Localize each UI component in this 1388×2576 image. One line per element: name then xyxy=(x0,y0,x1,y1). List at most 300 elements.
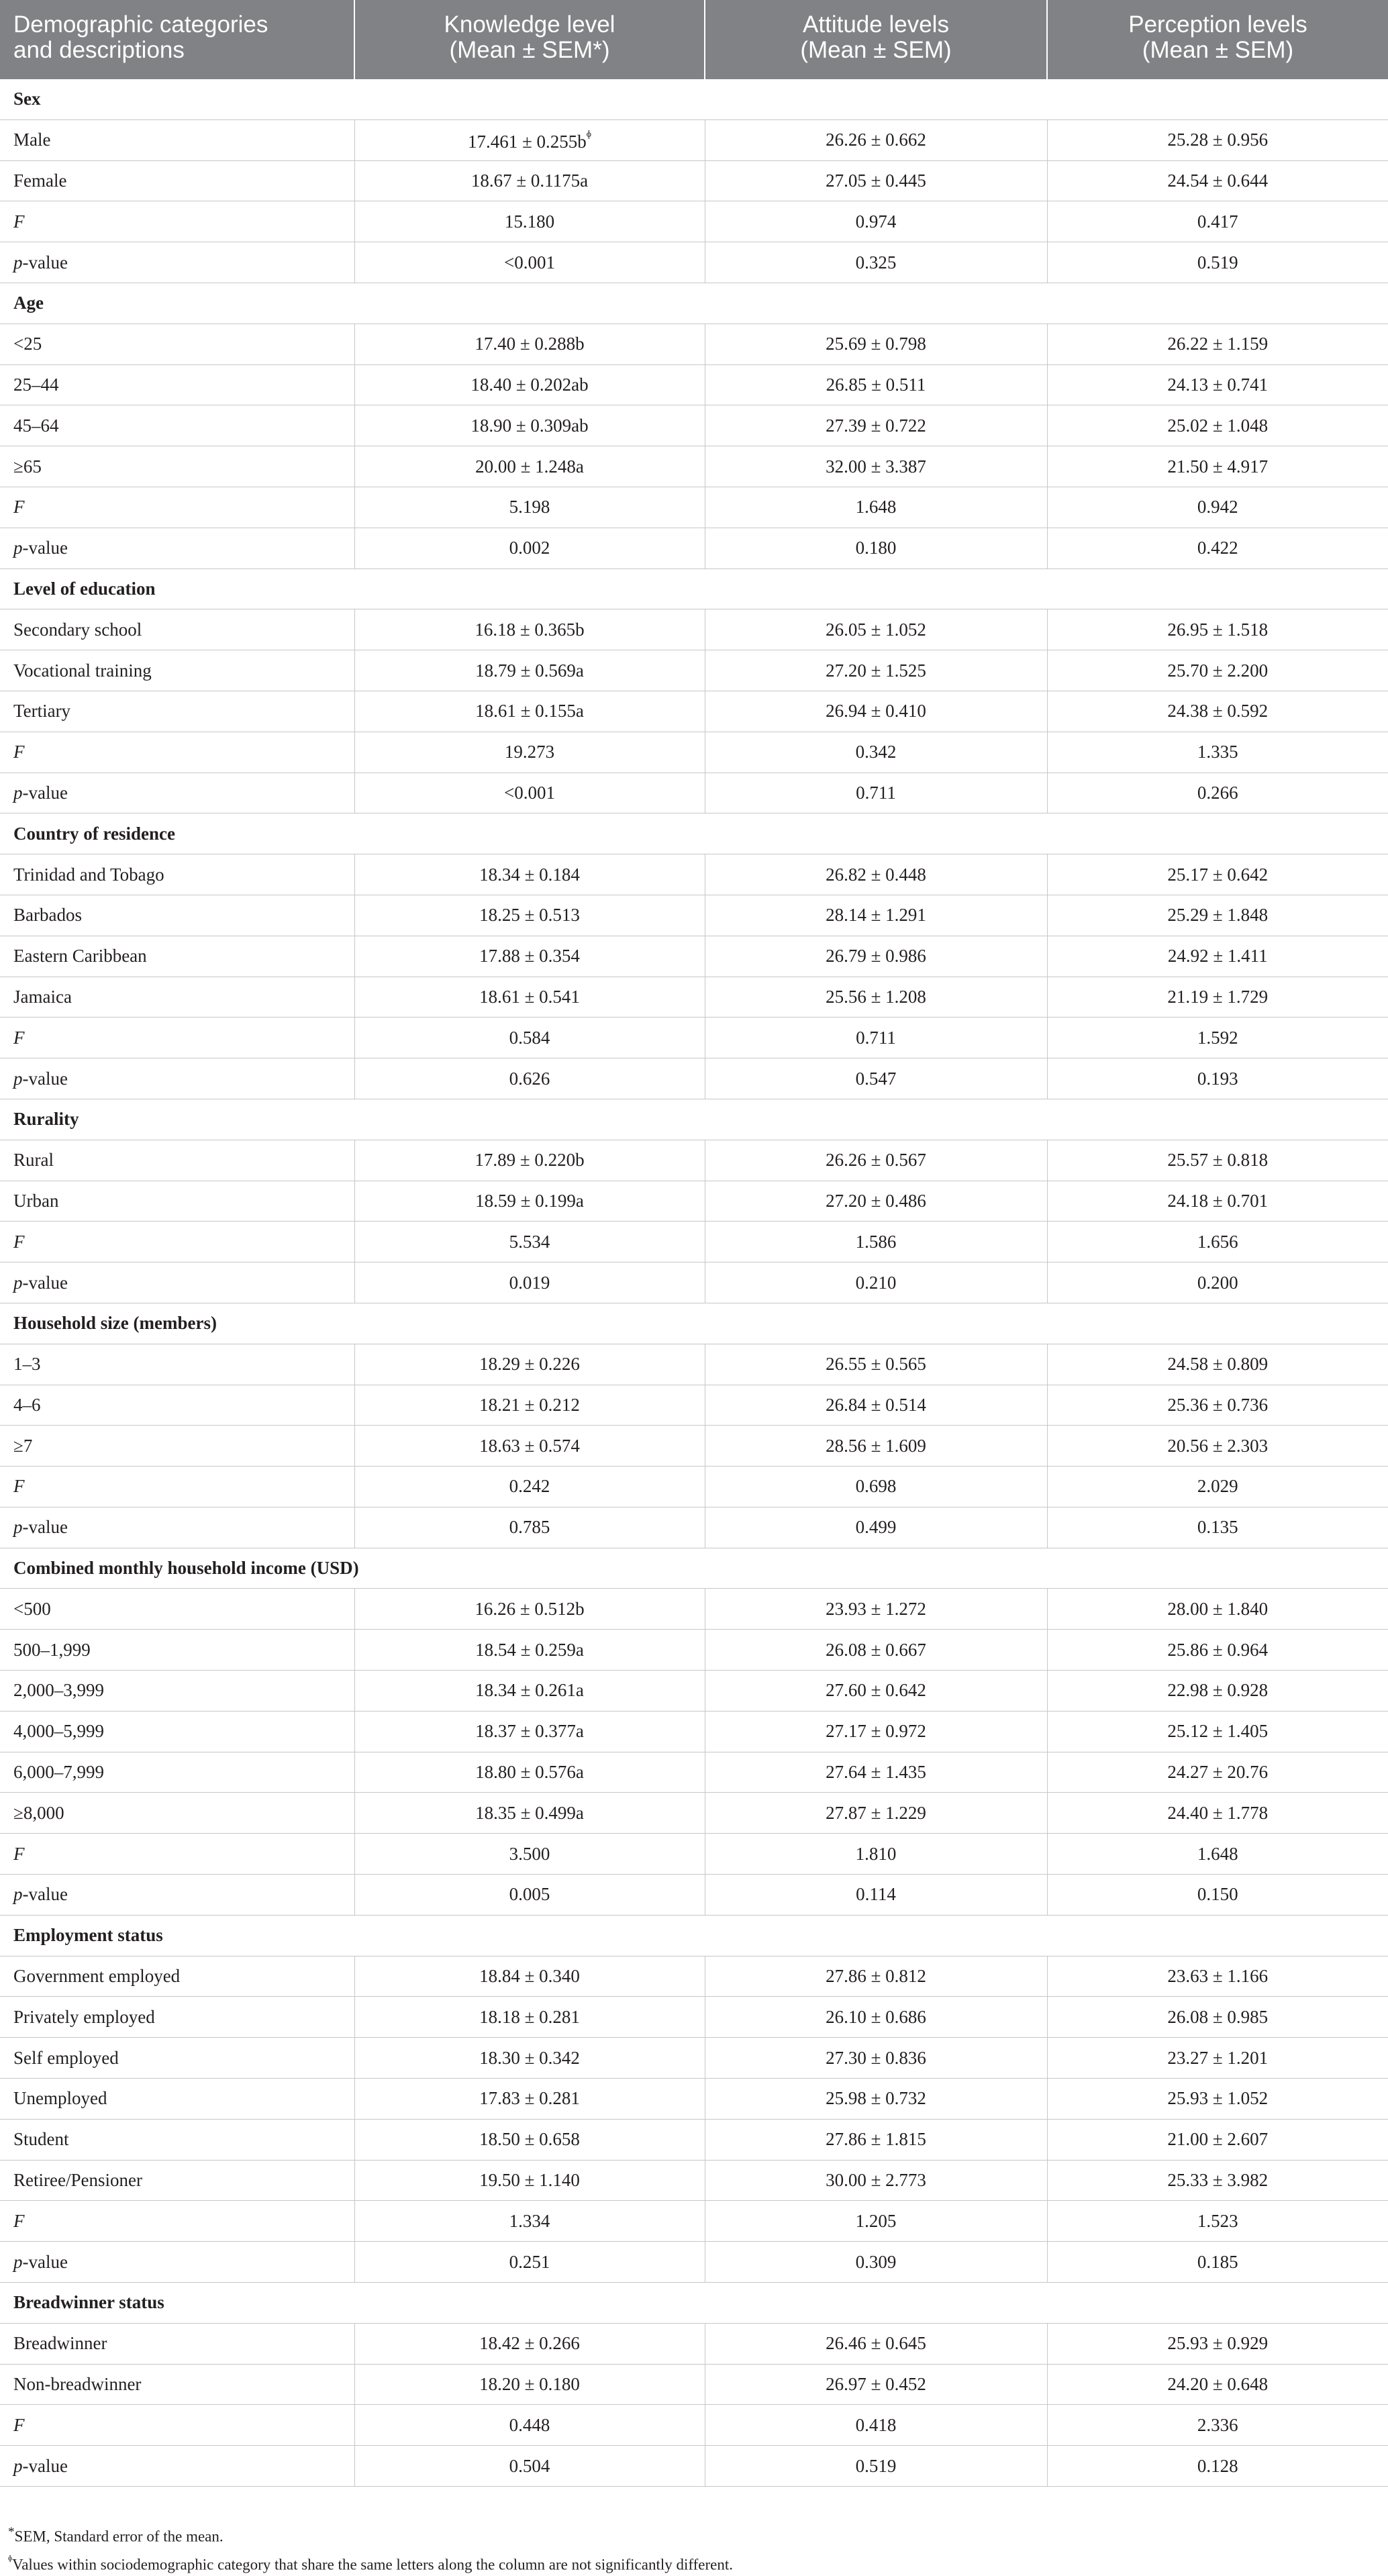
perception-value: 21.50 ± 4.917 xyxy=(1047,446,1388,487)
table-row xyxy=(0,2038,1388,2079)
perception-value: 0.942 xyxy=(1047,487,1388,528)
knowledge-value-cell xyxy=(354,977,705,1018)
attitude-value: 27.17 ± 0.972 xyxy=(705,1711,1047,1752)
attitude-value: 27.20 ± 1.525 xyxy=(705,650,1047,691)
attitude-value: 1.810 xyxy=(705,1834,1047,1875)
header-attitude-levels xyxy=(705,0,1047,79)
row-label: Breadwinner xyxy=(0,2323,354,2364)
table-row xyxy=(0,773,1388,813)
row-label: Privately employed xyxy=(0,1997,354,2038)
perception-value: 24.13 ± 0.741 xyxy=(1047,364,1388,405)
table-row xyxy=(0,895,1388,936)
row-label xyxy=(0,2242,354,2283)
category-header-row xyxy=(0,1548,1388,1589)
row-label: Urban xyxy=(0,1181,354,1222)
perception-value: 22.98 ± 0.928 xyxy=(1047,1671,1388,1712)
perception-value: 24.38 ± 0.592 xyxy=(1047,691,1388,732)
row-label: Retiree/Pensioner xyxy=(0,2160,354,2201)
category-header-row xyxy=(0,283,1388,324)
knowledge-footnote-mark: ᶲ xyxy=(586,128,592,145)
table-row xyxy=(0,1671,1388,1712)
knowledge-value-cell xyxy=(354,1834,705,1875)
knowledge-value: 5.198 xyxy=(509,497,550,517)
knowledge-value-cell xyxy=(354,1956,705,1997)
attitude-value: 0.711 xyxy=(705,1018,1047,1058)
attitude-value: 27.86 ± 1.815 xyxy=(705,2119,1047,2160)
knowledge-value: 0.019 xyxy=(509,1272,550,1293)
row-label: Unemployed xyxy=(0,2079,354,2120)
attitude-value: 0.325 xyxy=(705,242,1047,283)
row-label: Vocational training xyxy=(0,650,354,691)
knowledge-value-cell xyxy=(354,732,705,773)
row-label: Government employed xyxy=(0,1956,354,1997)
table-row xyxy=(0,2201,1388,2242)
knowledge-value: 18.54 ± 0.259a xyxy=(475,1639,584,1660)
table-row xyxy=(0,2405,1388,2446)
table-row xyxy=(0,1875,1388,1916)
knowledge-value-cell xyxy=(354,2364,705,2405)
knowledge-value: 0.242 xyxy=(509,1476,550,1497)
footnote-letters xyxy=(8,2548,733,2576)
row-label: Female xyxy=(0,160,354,201)
row-label-rest: -value xyxy=(22,1068,68,1089)
knowledge-value-cell xyxy=(354,1507,705,1548)
knowledge-value-cell xyxy=(354,1344,705,1385)
perception-value: 25.86 ± 0.964 xyxy=(1047,1630,1388,1671)
perception-value: 1.656 xyxy=(1047,1222,1388,1262)
attitude-value: 0.711 xyxy=(705,773,1047,813)
perception-value: 1.648 xyxy=(1047,1834,1388,1875)
row-label: F xyxy=(0,1222,354,1262)
perception-value: 24.27 ± 20.76 xyxy=(1047,1752,1388,1793)
row-label-rest: -value xyxy=(22,2455,68,2476)
attitude-value: 26.46 ± 0.645 xyxy=(705,2323,1047,2364)
knowledge-value: 15.180 xyxy=(504,211,555,232)
knowledge-value: 18.59 ± 0.199a xyxy=(475,1190,584,1211)
category-title: Age xyxy=(0,283,1388,324)
knowledge-value-cell xyxy=(354,773,705,813)
row-label-italic: p xyxy=(13,1272,23,1293)
category-header-row xyxy=(0,1915,1388,1956)
row-label: <25 xyxy=(0,324,354,364)
knowledge-value-cell xyxy=(354,650,705,691)
perception-value: 2.029 xyxy=(1047,1467,1388,1507)
table-row xyxy=(0,1630,1388,1671)
attitude-value: 1.648 xyxy=(705,487,1047,528)
attitude-value: 27.20 ± 0.486 xyxy=(705,1181,1047,1222)
attitude-value: 0.309 xyxy=(705,2242,1047,2283)
table-row xyxy=(0,1140,1388,1181)
row-label xyxy=(0,1507,354,1548)
knowledge-value-cell xyxy=(354,528,705,568)
row-label-italic: p xyxy=(13,2251,23,2272)
knowledge-value-cell xyxy=(354,2038,705,2079)
attitude-value: 27.64 ± 1.435 xyxy=(705,1752,1047,1793)
row-label: F xyxy=(0,732,354,773)
category-title: Level of education xyxy=(0,568,1388,609)
table-row xyxy=(0,160,1388,201)
row-label-rest: -value xyxy=(22,2251,68,2272)
header-col4-line1: Perception levels xyxy=(1128,11,1307,38)
perception-value: 25.33 ± 3.982 xyxy=(1047,2160,1388,2201)
knowledge-value-cell xyxy=(354,1875,705,1916)
category-header-row xyxy=(0,1303,1388,1344)
perception-value: 2.336 xyxy=(1047,2405,1388,2446)
knowledge-value: 0.002 xyxy=(509,538,550,558)
row-label: Male xyxy=(0,119,354,160)
row-label-italic: p xyxy=(13,538,23,558)
knowledge-value: 18.50 ± 0.658 xyxy=(479,2129,580,2150)
row-label: Non-breadwinner xyxy=(0,2364,354,2405)
attitude-value: 27.87 ± 1.229 xyxy=(705,1793,1047,1834)
category-title: Household size (members) xyxy=(0,1303,1388,1344)
knowledge-value: 3.500 xyxy=(509,1843,550,1864)
attitude-value: 26.26 ± 0.662 xyxy=(705,119,1047,160)
attitude-value: 0.519 xyxy=(705,2446,1047,2487)
knowledge-value-cell xyxy=(354,2323,705,2364)
knowledge-value-cell xyxy=(354,1997,705,2038)
perception-value: 0.422 xyxy=(1047,528,1388,568)
knowledge-value: <0.001 xyxy=(504,782,555,803)
row-label: ≥7 xyxy=(0,1426,354,1467)
perception-value: 25.28 ± 0.956 xyxy=(1047,119,1388,160)
row-label: Rural xyxy=(0,1140,354,1181)
knowledge-value: 18.42 ± 0.266 xyxy=(479,2333,580,2354)
perception-value: 28.00 ± 1.840 xyxy=(1047,1589,1388,1630)
knowledge-value-cell xyxy=(354,609,705,650)
knowledge-value: 1.334 xyxy=(509,2210,550,2231)
knowledge-value-cell xyxy=(354,2242,705,2283)
attitude-value: 32.00 ± 3.387 xyxy=(705,446,1047,487)
knowledge-value-cell xyxy=(354,1222,705,1262)
knowledge-value-cell xyxy=(354,242,705,283)
knowledge-value: <0.001 xyxy=(504,252,555,273)
perception-value: 26.22 ± 1.159 xyxy=(1047,324,1388,364)
perception-value: 0.185 xyxy=(1047,2242,1388,2283)
knowledge-value: 18.61 ± 0.541 xyxy=(479,986,580,1007)
table-row xyxy=(0,1426,1388,1467)
perception-value: 25.70 ± 2.200 xyxy=(1047,650,1388,691)
table-row xyxy=(0,364,1388,405)
category-title: Rurality xyxy=(0,1099,1388,1140)
knowledge-value-cell xyxy=(354,895,705,936)
knowledge-value-cell xyxy=(354,2079,705,2120)
knowledge-value-cell xyxy=(354,2119,705,2160)
table-row xyxy=(0,119,1388,160)
knowledge-value: 18.80 ± 0.576a xyxy=(475,1762,584,1783)
table-row xyxy=(0,936,1388,977)
attitude-value: 0.418 xyxy=(705,2405,1047,2446)
header-demographic-categories xyxy=(0,0,354,79)
knowledge-value: 18.90 ± 0.309ab xyxy=(470,415,589,436)
category-title: Combined monthly household income (USD) xyxy=(0,1548,1388,1589)
knowledge-value: 18.34 ± 0.261a xyxy=(475,1680,584,1701)
attitude-value: 0.180 xyxy=(705,528,1047,568)
perception-value: 0.417 xyxy=(1047,201,1388,242)
knowledge-value: 18.29 ± 0.226 xyxy=(479,1354,580,1375)
row-label: Jamaica xyxy=(0,977,354,1018)
perception-value: 0.193 xyxy=(1047,1058,1388,1099)
attitude-value: 28.56 ± 1.609 xyxy=(705,1426,1047,1467)
header-col3-line1: Attitude levels xyxy=(803,11,949,38)
row-label: F xyxy=(0,1018,354,1058)
knowledge-value-cell xyxy=(354,1467,705,1507)
row-label: F xyxy=(0,1467,354,1507)
table-row xyxy=(0,446,1388,487)
category-title: Sex xyxy=(0,79,1388,119)
row-label xyxy=(0,242,354,283)
row-label: Student xyxy=(0,2119,354,2160)
table-row xyxy=(0,1385,1388,1426)
perception-value: 26.95 ± 1.518 xyxy=(1047,609,1388,650)
perception-value: 24.20 ± 0.648 xyxy=(1047,2364,1388,2405)
row-label-italic: p xyxy=(13,252,23,273)
knowledge-value-cell xyxy=(354,1793,705,1834)
table-row xyxy=(0,2079,1388,2120)
knowledge-value: 18.84 ± 0.340 xyxy=(479,1966,580,1987)
table-row xyxy=(0,977,1388,1018)
knowledge-value-cell xyxy=(354,119,705,160)
table-row xyxy=(0,691,1388,732)
knowledge-value: 18.21 ± 0.212 xyxy=(479,1394,580,1415)
row-label xyxy=(0,528,354,568)
footnote-sem xyxy=(8,2520,733,2548)
knowledge-value-cell xyxy=(354,1140,705,1181)
row-label-italic: p xyxy=(13,1517,23,1538)
table-body xyxy=(0,79,1388,2487)
row-label: F xyxy=(0,1834,354,1875)
attitude-value: 1.205 xyxy=(705,2201,1047,2242)
knowledge-value-cell xyxy=(354,201,705,242)
table-row xyxy=(0,1834,1388,1875)
attitude-value: 26.85 ± 0.511 xyxy=(705,364,1047,405)
attitude-value: 0.698 xyxy=(705,1467,1047,1507)
knowledge-value: 18.30 ± 0.342 xyxy=(479,2047,580,2068)
knowledge-value-cell xyxy=(354,405,705,446)
knowledge-value: 18.67 ± 0.1175a xyxy=(470,170,589,191)
knowledge-value: 5.534 xyxy=(509,1231,550,1252)
knowledge-value: 18.20 ± 0.180 xyxy=(479,2374,580,2395)
knowledge-value-cell xyxy=(354,2446,705,2487)
header-perception-levels xyxy=(1047,0,1388,79)
table-row xyxy=(0,1589,1388,1630)
row-label: ≥65 xyxy=(0,446,354,487)
row-label xyxy=(0,1875,354,1916)
footnote-sem-text: SEM, Standard error of the mean. xyxy=(14,2528,224,2545)
category-header-row xyxy=(0,568,1388,609)
knowledge-value: 18.61 ± 0.155a xyxy=(475,701,584,722)
footnote-letters-mark: ᶲ xyxy=(8,2553,13,2567)
knowledge-value: 19.50 ± 1.140 xyxy=(479,2170,580,2191)
knowledge-value: 19.273 xyxy=(504,742,555,762)
row-label: 4–6 xyxy=(0,1385,354,1426)
table-row xyxy=(0,487,1388,528)
knowledge-value: 18.40 ± 0.202ab xyxy=(470,374,589,395)
knowledge-value: 0.504 xyxy=(509,2455,550,2476)
row-label: Barbados xyxy=(0,895,354,936)
knowledge-value: 18.37 ± 0.377a xyxy=(475,1721,584,1742)
knowledge-value: 17.461 ± 0.255b xyxy=(467,132,587,152)
table-row xyxy=(0,2242,1388,2283)
table-row xyxy=(0,242,1388,283)
row-label: 1–3 xyxy=(0,1344,354,1385)
perception-value: 0.519 xyxy=(1047,242,1388,283)
attitude-value: 26.84 ± 0.514 xyxy=(705,1385,1047,1426)
footnote-letters-text: Values within sociodemographic category that share the same letters along the column are not significantly different. xyxy=(12,2556,734,2573)
row-label-italic: p xyxy=(13,782,23,803)
table-row xyxy=(0,1711,1388,1752)
header-col3-line2: (Mean ± SEM) xyxy=(800,37,952,63)
knowledge-value-cell xyxy=(354,160,705,201)
perception-value: 25.93 ± 0.929 xyxy=(1047,2323,1388,2364)
attitude-value: 26.55 ± 0.565 xyxy=(705,1344,1047,1385)
table-row xyxy=(0,2364,1388,2405)
attitude-value: 0.342 xyxy=(705,732,1047,773)
table-row xyxy=(0,1181,1388,1222)
perception-value: 1.335 xyxy=(1047,732,1388,773)
knowledge-value-cell xyxy=(354,1181,705,1222)
attitude-value: 26.08 ± 0.667 xyxy=(705,1630,1047,1671)
table-row xyxy=(0,2160,1388,2201)
row-label xyxy=(0,1262,354,1303)
knowledge-value: 18.63 ± 0.574 xyxy=(479,1435,580,1456)
row-label-rest: -value xyxy=(22,538,68,558)
row-label: 6,000–7,999 xyxy=(0,1752,354,1793)
row-label: 25–44 xyxy=(0,364,354,405)
knowledge-value-cell xyxy=(354,1752,705,1793)
perception-value: 24.18 ± 0.701 xyxy=(1047,1181,1388,1222)
perception-value: 20.56 ± 2.303 xyxy=(1047,1426,1388,1467)
knowledge-value: 18.34 ± 0.184 xyxy=(479,864,580,885)
attitude-value: 0.210 xyxy=(705,1262,1047,1303)
table-row xyxy=(0,2323,1388,2364)
perception-value: 0.200 xyxy=(1047,1262,1388,1303)
attitude-value: 26.82 ± 0.448 xyxy=(705,854,1047,895)
row-label-rest: -value xyxy=(22,252,68,273)
row-label: F xyxy=(0,487,354,528)
table-row xyxy=(0,324,1388,364)
knowledge-value: 17.83 ± 0.281 xyxy=(479,2088,580,2109)
row-label-rest: -value xyxy=(22,1884,68,1905)
header-knowledge-level xyxy=(354,0,705,79)
row-label: Trinidad and Tobago xyxy=(0,854,354,895)
attitude-value: 27.30 ± 0.836 xyxy=(705,2038,1047,2079)
knowledge-value: 0.584 xyxy=(509,1027,550,1048)
table-row xyxy=(0,528,1388,568)
knowledge-value-cell xyxy=(354,2160,705,2201)
perception-value: 23.27 ± 1.201 xyxy=(1047,2038,1388,2079)
knowledge-value: 18.79 ± 0.569a xyxy=(475,660,584,681)
row-label: 45–64 xyxy=(0,405,354,446)
row-label-italic: p xyxy=(13,2455,23,2476)
table-row xyxy=(0,405,1388,446)
knowledge-value: 17.40 ± 0.288b xyxy=(475,334,585,354)
knowledge-value-cell xyxy=(354,854,705,895)
row-label xyxy=(0,773,354,813)
table-row xyxy=(0,1997,1388,2038)
table-row xyxy=(0,1793,1388,1834)
attitude-value: 27.05 ± 0.445 xyxy=(705,160,1047,201)
knowledge-value-cell xyxy=(354,936,705,977)
category-title: Breadwinner status xyxy=(0,2283,1388,2324)
attitude-value: 25.56 ± 1.208 xyxy=(705,977,1047,1018)
knowledge-value-cell xyxy=(354,2405,705,2446)
table-row xyxy=(0,1262,1388,1303)
knowledge-value-cell xyxy=(354,446,705,487)
perception-value: 1.523 xyxy=(1047,2201,1388,2242)
knowledge-value: 0.448 xyxy=(509,2414,550,2435)
knowledge-value-cell xyxy=(354,691,705,732)
row-label: 500–1,999 xyxy=(0,1630,354,1671)
attitude-value: 28.14 ± 1.291 xyxy=(705,895,1047,936)
perception-value: 24.92 ± 1.411 xyxy=(1047,936,1388,977)
attitude-value: 26.97 ± 0.452 xyxy=(705,2364,1047,2405)
attitude-value: 27.86 ± 0.812 xyxy=(705,1956,1047,1997)
knowledge-value-cell xyxy=(354,364,705,405)
knowledge-value: 0.251 xyxy=(509,2251,550,2272)
knowledge-value-cell xyxy=(354,1385,705,1426)
attitude-value: 0.499 xyxy=(705,1507,1047,1548)
header-col1-line2: and descriptions xyxy=(13,37,185,63)
row-label-rest: -value xyxy=(22,1272,68,1293)
header-col2-line2: (Mean ± SEM*) xyxy=(449,37,610,63)
knowledge-value: 16.26 ± 0.512b xyxy=(475,1598,585,1619)
attitude-value: 25.98 ± 0.732 xyxy=(705,2079,1047,2120)
knowledge-value: 17.89 ± 0.220b xyxy=(475,1150,585,1171)
table-row xyxy=(0,1018,1388,1058)
table-row xyxy=(0,1222,1388,1262)
knowledge-value-cell xyxy=(354,324,705,364)
perception-value: 0.135 xyxy=(1047,1507,1388,1548)
attitude-value: 27.39 ± 0.722 xyxy=(705,405,1047,446)
perception-value: 21.19 ± 1.729 xyxy=(1047,977,1388,1018)
footnote-sem-mark: * xyxy=(8,2525,15,2539)
attitude-value: 1.586 xyxy=(705,1222,1047,1262)
table-row xyxy=(0,650,1388,691)
table-row xyxy=(0,732,1388,773)
knowledge-value-cell xyxy=(354,1589,705,1630)
table-row xyxy=(0,1956,1388,1997)
knowledge-value: 17.88 ± 0.354 xyxy=(479,946,580,967)
knowledge-value-cell xyxy=(354,1630,705,1671)
table-row xyxy=(0,201,1388,242)
perception-value: 25.12 ± 1.405 xyxy=(1047,1711,1388,1752)
perception-value: 25.93 ± 1.052 xyxy=(1047,2079,1388,2120)
row-label: <500 xyxy=(0,1589,354,1630)
category-title: Employment status xyxy=(0,1915,1388,1956)
row-label: Tertiary xyxy=(0,691,354,732)
perception-value: 0.128 xyxy=(1047,2446,1388,2487)
knowledge-value: 0.005 xyxy=(509,1884,550,1905)
knowledge-value: 0.785 xyxy=(509,1517,550,1538)
row-label: Secondary school xyxy=(0,609,354,650)
knowledge-value-cell xyxy=(354,1262,705,1303)
row-label: F xyxy=(0,2405,354,2446)
attitude-value: 30.00 ± 2.773 xyxy=(705,2160,1047,2201)
category-header-row xyxy=(0,2283,1388,2324)
attitude-value: 0.547 xyxy=(705,1058,1047,1099)
table-row xyxy=(0,1344,1388,1385)
table-row xyxy=(0,1752,1388,1793)
table-row xyxy=(0,854,1388,895)
knowledge-value: 18.25 ± 0.513 xyxy=(479,905,580,926)
perception-value: 21.00 ± 2.607 xyxy=(1047,2119,1388,2160)
category-title: Country of residence xyxy=(0,813,1388,854)
attitude-value: 0.974 xyxy=(705,201,1047,242)
knowledge-value-cell xyxy=(354,2201,705,2242)
header-col2-line1: Knowledge level xyxy=(444,11,615,38)
row-label: Self employed xyxy=(0,2038,354,2079)
